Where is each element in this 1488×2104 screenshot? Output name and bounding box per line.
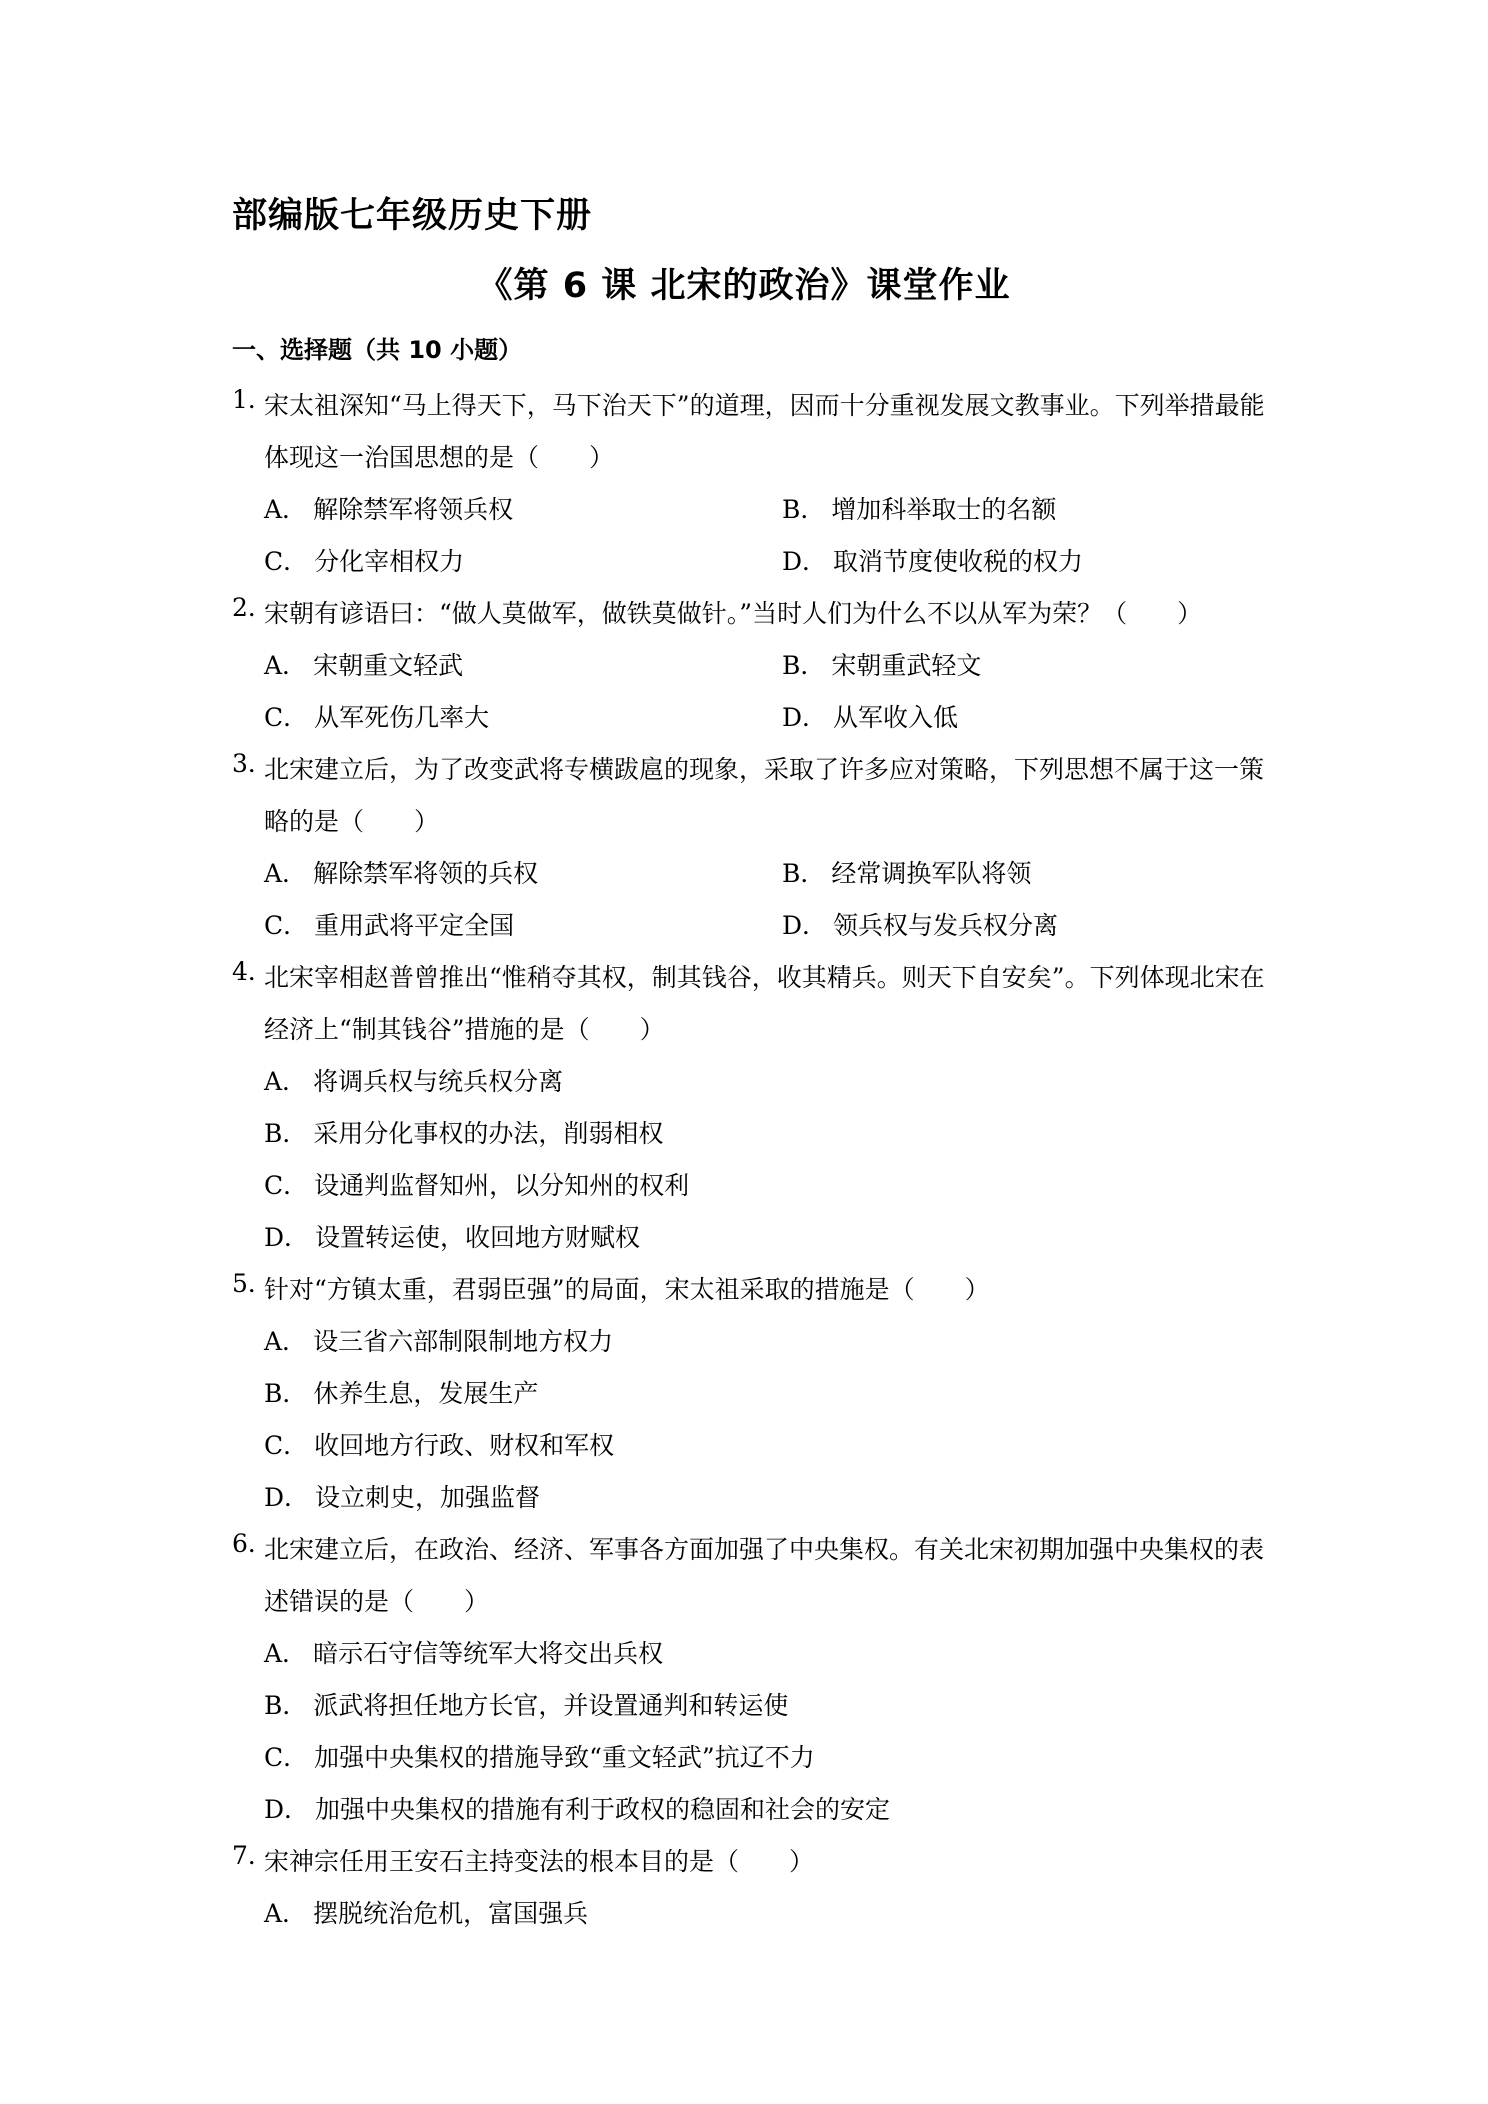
question-text: 北宋建立后，在政治、经济、军事各方面加强了中央集权。有关北宋初期加强中央集权的表述错误的是（ ） — [264, 1535, 1265, 1616]
option-letter: A． — [264, 859, 308, 888]
option-letter: D． — [264, 1795, 310, 1824]
option-letter: C． — [264, 911, 309, 940]
question-list — [232, 380, 1272, 1940]
option-item — [782, 692, 1272, 744]
question-stem — [232, 380, 1272, 484]
question-stem — [232, 744, 1272, 848]
option-item — [264, 900, 782, 952]
option-list — [232, 1888, 1272, 1940]
option-text: 设立刺史，加强监督 — [315, 1483, 541, 1512]
option-item — [264, 692, 782, 744]
question-text: 北宋建立后，为了改变武将专横跋扈的现象，采取了许多应对策略，下列思想不属于这一策略的是（ ） — [264, 755, 1265, 836]
option-text: 从军死伤几率大 — [314, 703, 490, 732]
option-letter: D． — [264, 1223, 310, 1252]
question-item — [232, 952, 1272, 1264]
option-text: 经常调换军队将领 — [831, 859, 1032, 888]
option-text: 增加科举取士的名额 — [831, 495, 1057, 524]
option-item — [264, 1888, 1272, 1940]
document-header: 部编版七年级历史下册 — [232, 196, 593, 236]
option-item — [264, 1784, 1272, 1836]
option-item — [264, 640, 782, 692]
option-item — [264, 1056, 1272, 1108]
question-number: 7． — [232, 1841, 273, 1870]
page-title: 《第 6 课 北宋的政治》课堂作业 — [477, 266, 1011, 306]
option-letter: B． — [264, 1119, 308, 1148]
question-number: 2． — [232, 593, 273, 622]
question-item — [232, 744, 1272, 952]
question-stem — [232, 588, 1272, 640]
question-stem — [232, 1836, 1272, 1888]
option-letter: C． — [264, 1743, 309, 1772]
question-text: 北宋宰相赵普曾推出“惟稍夺其权，制其钱谷，收其精兵。则天下自安矣”。下列体现北宋在经济上“制其钱谷”措施的是（ ） — [264, 963, 1265, 1044]
option-item — [264, 1732, 1272, 1784]
option-letter: C． — [264, 703, 309, 732]
option-text: 从军收入低 — [833, 703, 959, 732]
option-list — [232, 484, 1272, 588]
option-letter: B． — [264, 1379, 308, 1408]
option-item — [264, 1160, 1272, 1212]
question-number: 5． — [232, 1269, 273, 1298]
option-item — [264, 536, 782, 588]
question-text: 宋神宗任用王安石主持变法的根本目的是（ ） — [264, 1847, 815, 1876]
option-item — [782, 848, 1272, 900]
option-letter: D． — [782, 547, 828, 576]
question-item — [232, 1524, 1272, 1836]
option-letter: D． — [264, 1483, 310, 1512]
option-text: 将调兵权与统兵权分离 — [313, 1067, 564, 1096]
option-item — [264, 484, 782, 536]
option-text: 设通判监督知州，以分知州的权利 — [314, 1171, 690, 1200]
option-text: 暗示石守信等统军大将交出兵权 — [313, 1639, 664, 1668]
option-text: 解除禁军将领兵权 — [313, 495, 514, 524]
option-text: 分化宰相权力 — [314, 547, 465, 576]
option-text: 设三省六部制限制地方权力 — [313, 1327, 614, 1356]
option-letter: A． — [264, 1639, 308, 1668]
option-text: 解除禁军将领的兵权 — [313, 859, 539, 888]
option-list — [232, 640, 1272, 744]
question-text: 针对“方镇太重，君弱臣强”的局面，宋太祖采取的措施是（ ） — [264, 1275, 990, 1304]
option-text: 加强中央集权的措施有利于政权的稳固和社会的安定 — [315, 1795, 891, 1824]
option-item — [264, 1316, 1272, 1368]
question-number: 4． — [232, 957, 273, 986]
option-letter: B． — [782, 859, 826, 888]
option-letter: D． — [782, 703, 828, 732]
option-item — [782, 900, 1272, 952]
option-item — [264, 1420, 1272, 1472]
question-item — [232, 1836, 1272, 1940]
option-item — [264, 1108, 1272, 1160]
option-text: 领兵权与发兵权分离 — [833, 911, 1059, 940]
option-letter: C． — [264, 1431, 309, 1460]
option-text: 收回地方行政、财权和军权 — [314, 1431, 615, 1460]
question-text: 宋朝有谚语曰：“做人莫做军，做铁莫做针。”当时人们为什么不以从军为荣？（ ） — [264, 599, 1203, 628]
question-item — [232, 588, 1272, 744]
question-stem — [232, 952, 1272, 1056]
question-stem — [232, 1524, 1272, 1628]
option-text: 采用分化事权的办法，削弱相权 — [313, 1119, 664, 1148]
option-item — [264, 1628, 1272, 1680]
question-text: 宋太祖深知“马上得天下，马下治天下”的道理，因而十分重视发展文教事业。下列举措最能体现这一治国思想的是（ ） — [264, 391, 1265, 472]
option-item — [782, 484, 1272, 536]
option-item — [264, 1680, 1272, 1732]
option-list — [232, 1316, 1272, 1524]
option-letter: D． — [782, 911, 828, 940]
option-list — [232, 848, 1272, 952]
section-heading: 一、选择题（共 10 小题） — [232, 336, 523, 364]
option-list — [232, 1056, 1272, 1264]
option-text: 设置转运使，收回地方财赋权 — [315, 1223, 641, 1252]
question-number: 1． — [232, 385, 273, 414]
option-item — [264, 1472, 1272, 1524]
option-list — [232, 1628, 1272, 1836]
option-letter: A． — [264, 1327, 308, 1356]
option-item — [264, 1212, 1272, 1264]
option-text: 休养生息，发展生产 — [313, 1379, 539, 1408]
option-item — [782, 536, 1272, 588]
option-letter: C． — [264, 547, 309, 576]
option-letter: B． — [782, 651, 826, 680]
option-item — [782, 640, 1272, 692]
question-item — [232, 380, 1272, 588]
option-text: 宋朝重文轻武 — [313, 651, 464, 680]
option-text: 加强中央集权的措施导致“重文轻武”抗辽不力 — [314, 1743, 815, 1772]
option-item — [264, 1368, 1272, 1420]
option-letter: B． — [264, 1691, 308, 1720]
option-text: 宋朝重武轻文 — [831, 651, 982, 680]
option-text: 取消节度使收税的权力 — [833, 547, 1084, 576]
option-text: 摆脱统治危机，富国强兵 — [313, 1899, 589, 1928]
question-number: 3． — [232, 749, 273, 778]
option-text: 重用武将平定全国 — [314, 911, 515, 940]
option-letter: B． — [782, 495, 826, 524]
option-letter: C． — [264, 1171, 309, 1200]
option-item — [264, 848, 782, 900]
question-stem — [232, 1264, 1272, 1316]
option-letter: A． — [264, 495, 308, 524]
question-item — [232, 1264, 1272, 1524]
option-letter: A． — [264, 1899, 308, 1928]
option-text: 派武将担任地方长官，并设置通判和转运使 — [313, 1691, 789, 1720]
option-letter: A． — [264, 1067, 308, 1096]
option-letter: A． — [264, 651, 308, 680]
question-number: 6． — [232, 1529, 273, 1558]
